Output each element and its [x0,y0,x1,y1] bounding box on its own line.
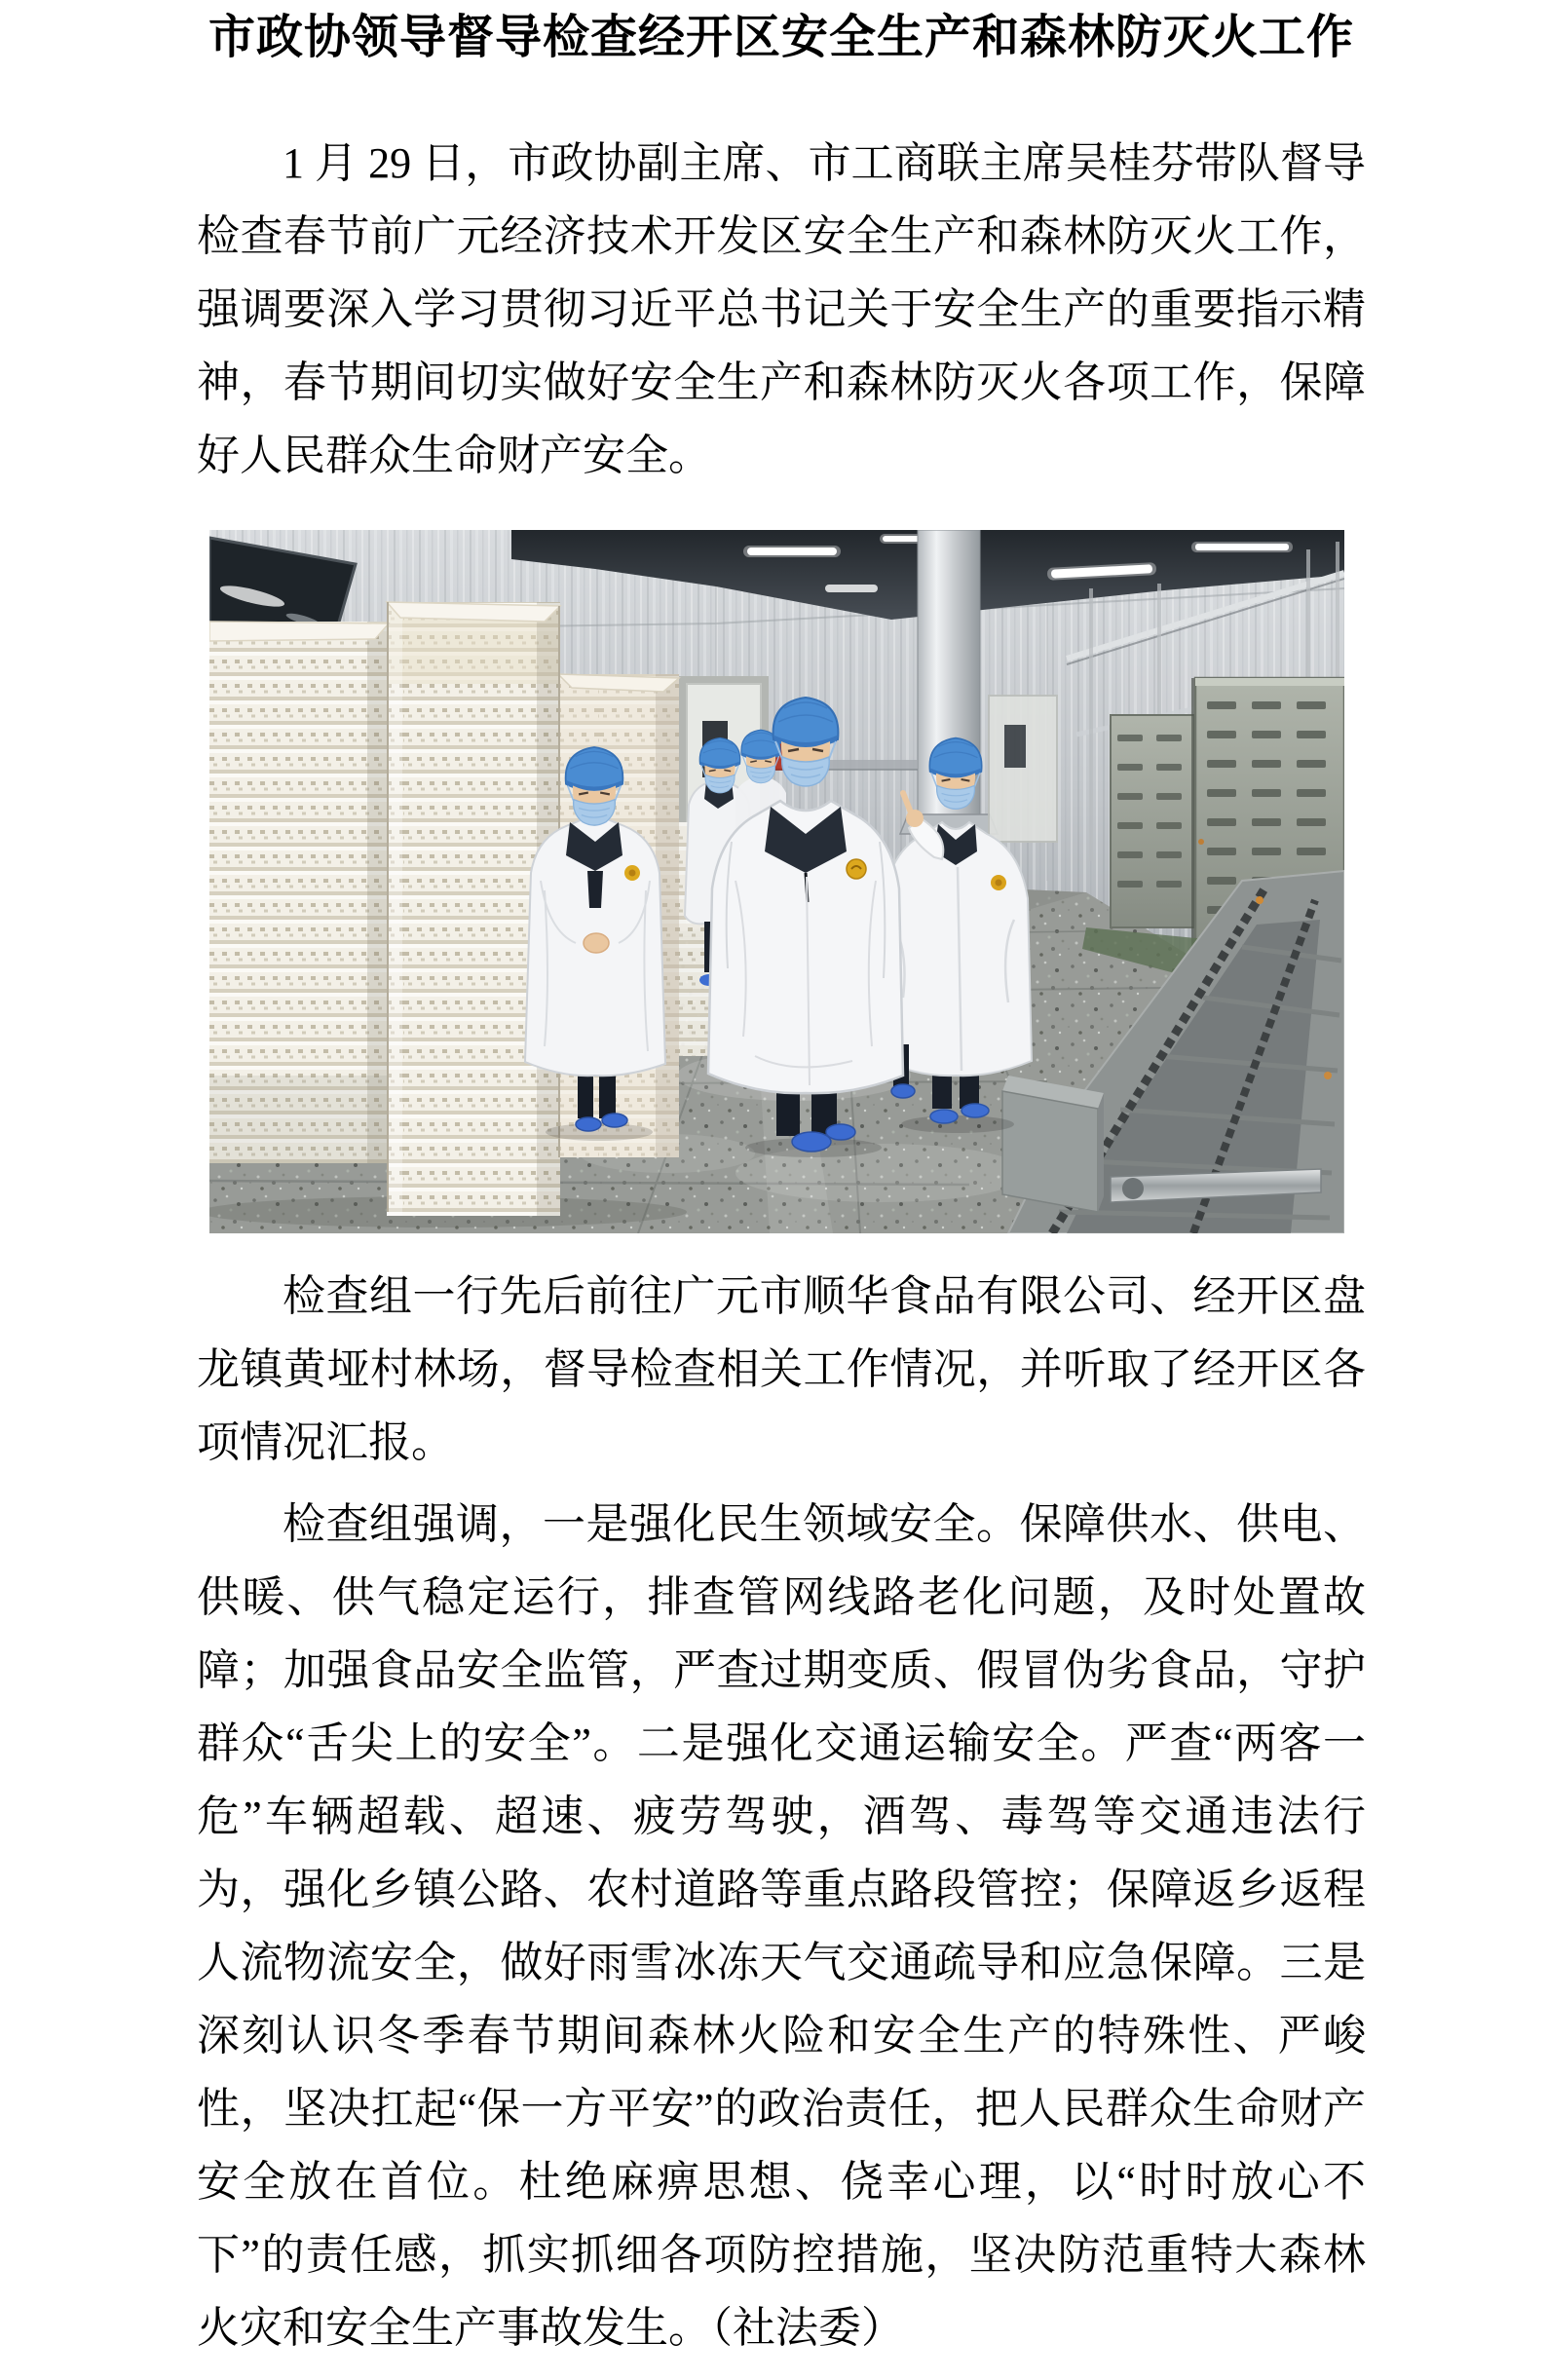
crate-stack-left [209,622,389,1163]
article-title [197,8,1366,68]
paragraph-3: 检查组强调，一是强化民生领域安全。保障供水、供电、供暖、供气稳定运行，排查管网线路老化问题，及时处置故障；加强食品安全监管，严查过期变质、假冒伪劣食品，守护群众“舌尖上的安全”。二是强化交通运输安全。严查“两客一危”车辆超载、超速、疲劳驾驶，酒驾、毒驾等交通违法行为，强化乡镇公路、农村道路等重点路段管控；保障返乡返程人流物流安全，做好雨雪冰冻天气交通疏导和应急保障。三是深刻认识冬季春节期间森林火险和安全生产的特殊性、严峻性，坚决扛起“保一方平安”的政治责任，把人民群众生命财产安全放在首位。杜绝麻痹思想、侥幸心理，以“时时放心不下”的责任感，抓实抓细各项防控措施，坚决防范重特大森林火灾和安全生产事故发生。（社法委） [197,1500,1366,2352]
paragraph-1: 1 月 29 日，市政协副主席、市工商联主席吴桂芬带队督导检查春节前广元经济技术开发区安全生产和森林防灭火工作，强调要深入学习贯彻习近平总书记关于安全生产的重要指示精神，春节期间切实做好安全生产和森林防灭火各项工作，保障好人民群众生命财产安全。 [197,139,1366,479]
inspection-photo [209,530,1344,1233]
paragraph-2: 检查组一行先后前往广元市顺华食品有限公司、经开区盘龙镇黄垭村林场，督导检查相关工作情况，并听取了经开区各项情况汇报。 [197,1272,1366,1466]
article-title-text: 市政协领导督导检查经开区安全生产和森林防灭火工作 [207,12,1354,63]
far-door [989,696,1057,842]
inspection-photo-canvas [209,530,1344,1233]
